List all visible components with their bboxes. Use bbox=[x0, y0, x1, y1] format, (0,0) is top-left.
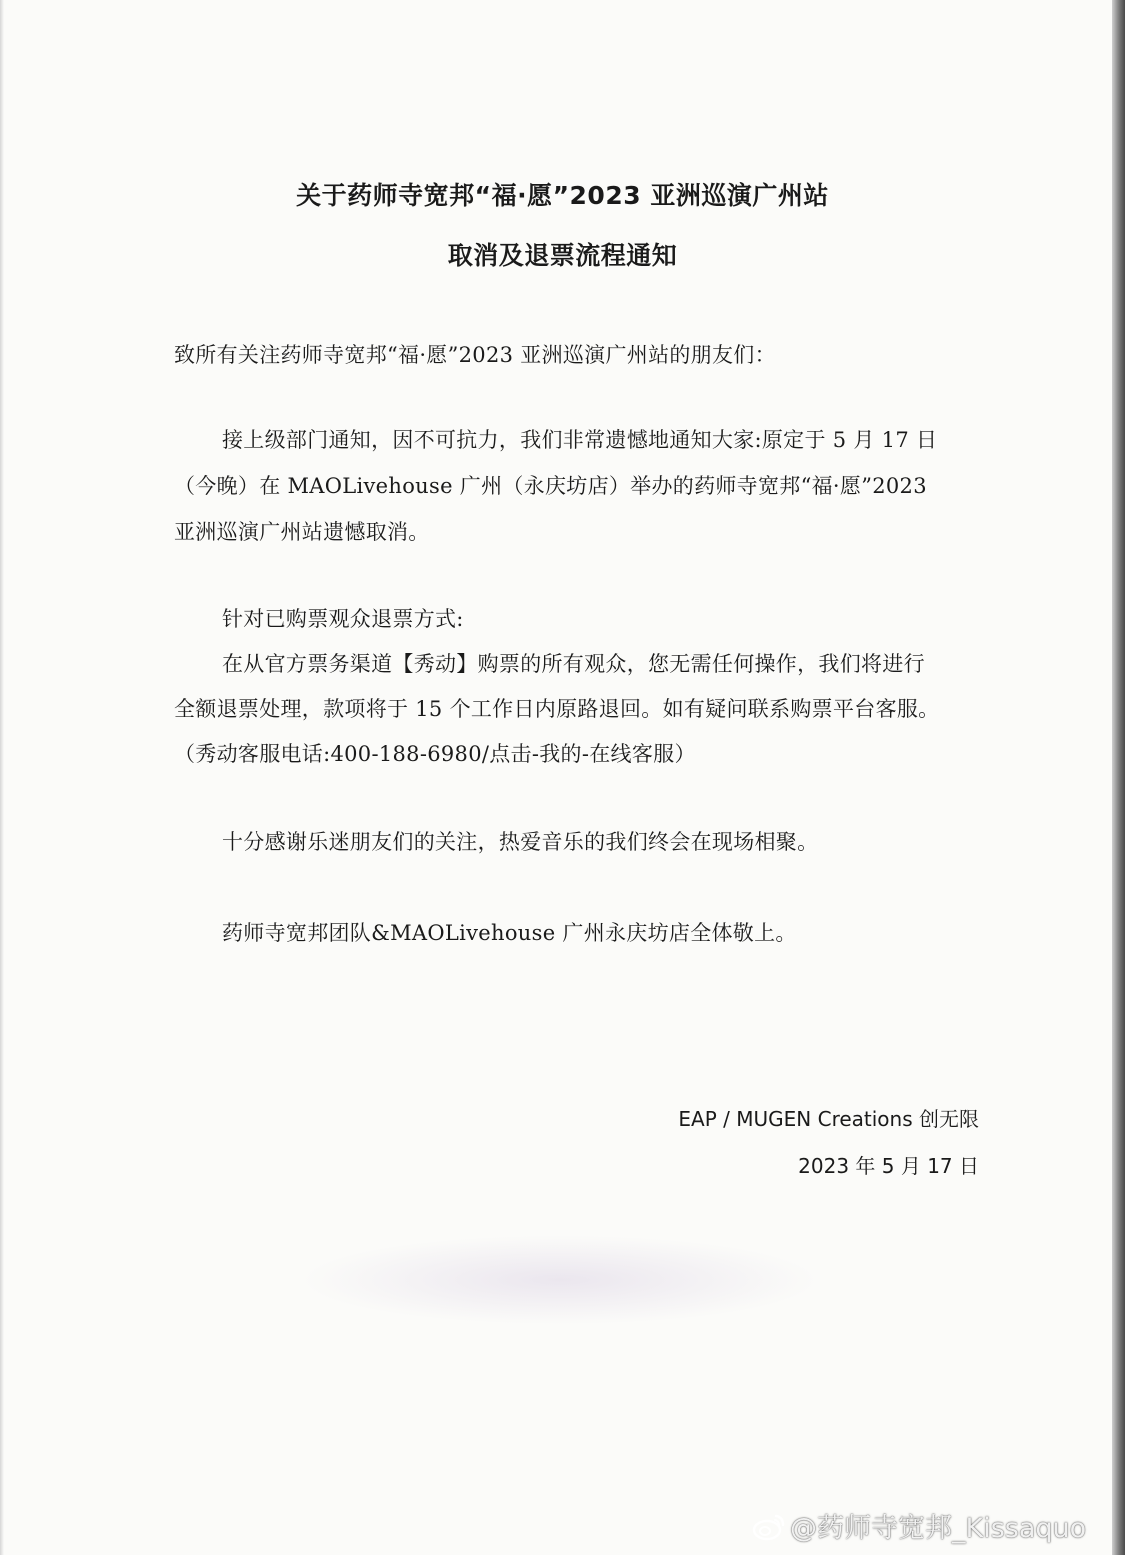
thanks-line: 十分感谢乐迷朋友们的关注，热爱音乐的我们终会在现场相聚。 bbox=[222, 830, 819, 854]
closing-line: 药师寺宽邦团队&MAOLivehouse 广州永庆坊店全体敬上。 bbox=[222, 921, 797, 945]
print-smudge bbox=[300, 1235, 820, 1325]
greeting: 致所有关注药师寺宽邦“福·愿”2023 亚洲巡演广州站的朋友们： bbox=[174, 343, 776, 367]
notice-paragraph-line-3: 亚洲巡演广州站遗憾取消。 bbox=[174, 520, 430, 544]
notice-title-line-2: 取消及退票流程通知 bbox=[447, 241, 678, 270]
weibo-watermark bbox=[752, 1506, 1086, 1545]
refund-line-2: 全额退票处理，款项将于 15 个工作日内原路退回。如有疑问联系购票平台客服。 bbox=[174, 697, 940, 721]
page-left-edge bbox=[0, 0, 4, 1555]
notice-title-line-1: 关于药师寺宽邦“福·愿”2023 亚洲巡演广州站 bbox=[296, 181, 829, 210]
watermark-text: @药师寺宽邦_Kissaquo bbox=[790, 1513, 1087, 1544]
page-right-edge bbox=[1112, 0, 1125, 1555]
weibo-icon bbox=[752, 1511, 786, 1541]
refund-line-1: 在从官方票务渠道【秀动】购票的所有观众，您无需任何操作，我们将进行 bbox=[222, 652, 925, 676]
refund-heading: 针对已购票观众退票方式: bbox=[222, 607, 464, 631]
signature-organization: EAP / MUGEN Creations 创无限 bbox=[678, 1107, 979, 1131]
notice-paragraph-line-1: 接上级部门通知，因不可抗力，我们非常遗憾地通知大家:原定于 5 月 17 日 bbox=[222, 428, 938, 452]
signature-date: 2023 年 5 月 17 日 bbox=[798, 1154, 979, 1178]
refund-contact-line: （秀动客服电话:400-188-6980/点击-我的-在线客服） bbox=[174, 742, 696, 766]
notice-paragraph-line-2: （今晚）在 MAOLivehouse 广州（永庆坊店）举办的药师寺宽邦“福·愿”2023 bbox=[174, 474, 927, 498]
